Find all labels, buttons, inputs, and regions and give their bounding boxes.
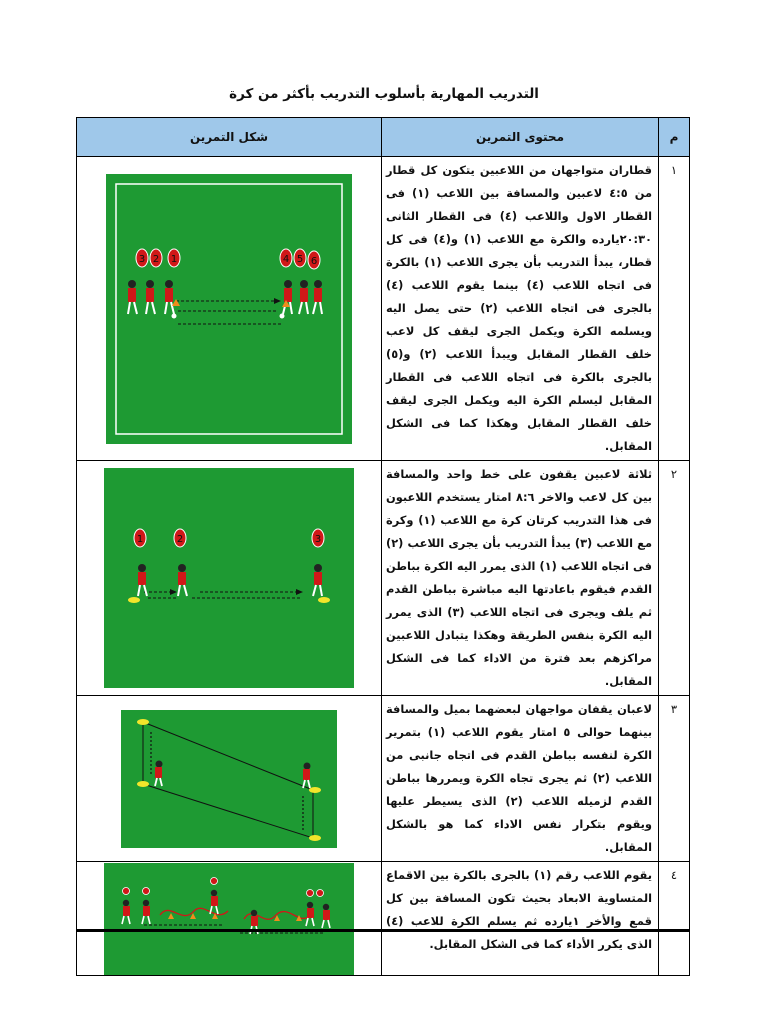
table-row (77, 696, 690, 862)
row-number: ٤ (659, 862, 690, 976)
field-diagram-1 (106, 174, 352, 444)
page-title: التدريب المهارية بأسلوب التدريب بأكثر من كرة (229, 86, 539, 102)
row-number: ٣ (659, 696, 690, 862)
player-number-badge (312, 529, 324, 547)
player-number-badge (308, 251, 320, 269)
marker-dot (307, 889, 314, 896)
header-figure: شكل التمرين (77, 118, 382, 157)
table-header-row (77, 118, 690, 157)
cone (318, 597, 330, 603)
player-number-badge (134, 529, 146, 547)
svg-text:6: 6 (310, 255, 318, 267)
drill-description: لاعبان يقفان مواجهان لبعضهما بميل والمسافة بينهما حوالى ٥ امتار يقوم اللاعب (١) بتمرير الكرة لنفسه بباطن القدم فى اتجاه جانبى من اللاعب (٢) ثم يجرى تجاه الكرة ويمررها بباطن القدم لزميله اللاعب (٢) الذى يسيطر عليها ويقوم بتكرار نفس الاداء كما هو بالشكل المقابل. (382, 696, 659, 862)
svg-text:3: 3 (138, 253, 146, 265)
svg-text:2: 2 (152, 253, 160, 265)
header-num: م (659, 118, 690, 157)
table-row (77, 157, 690, 461)
table-bottom-rule (76, 929, 689, 932)
field-diagram-2 (104, 468, 354, 688)
drill-description: يقوم اللاعب رقم (١) بالجرى بالكرة بين الاقماع المتساوية الابعاد بحيث تكون المسافة بين كل قمع والأخر ١يارده ثم يسلم الكرة للاعب (٤) الذى يكرر الأداء كما فى الشكل المقابل. (382, 862, 659, 976)
row-number: ١ (659, 157, 690, 461)
player-number-badge (136, 249, 148, 267)
cone (309, 835, 321, 841)
cone (137, 781, 149, 787)
svg-text:1: 1 (136, 534, 144, 545)
cone (128, 597, 140, 603)
drill-description: ثلاثة لاعبين يقفون على خط واحد والمسافة بين كل لاعب والاخر ٨:٦ امتار يستخدم اللاعبون فى هذا التدريب كرتان كرة مع اللاعب (١) وكرة مع اللاعب (٣) يبدأ التدريب بأن يجرى اللاعب (٢) فى اتجاه اللاعب (١) الذى يمرر اليه الكرة بباطن القدم فيقوم باعادتها اليه مباشرة بباطن القدم ثم يلف ويجرى فى اتجاه اللاعب (٣) الذى يمرر اليه الكرة بنفس الطريقة وهكذا يتبادل اللاعبين مراكزهم بعد فترة من الاداء كما فى الشكل المقابل. (382, 461, 659, 696)
marker-dot (143, 887, 150, 894)
svg-text:4: 4 (282, 253, 290, 265)
drill-figure (77, 461, 382, 696)
svg-text:1: 1 (170, 253, 178, 265)
cone (137, 719, 149, 725)
drill-figure (77, 862, 382, 976)
marker-dot (211, 877, 218, 884)
svg-text:3: 3 (314, 534, 322, 545)
field-diagram-4 (104, 863, 354, 975)
player-number-badge (294, 249, 306, 267)
row-number: ٢ (659, 461, 690, 696)
player-number-badge (174, 529, 186, 547)
table-row (77, 862, 690, 976)
drill-description: قطاران متواجهان من اللاعبين يتكون كل قطار من ٤:٥ لاعبين والمسافة بين اللاعب (١) فى القطار الاول واللاعب (٤) فى القطار الثانى ٢٠:٣٠يارده والكرة مع اللاعب (١) و(٤) فى كل قطار، يبدأ التدريب بأن يجرى اللاعب (١) بالكرة فى اتجاه اللاعب (٤) بينما يقوم اللاعب (٤) بالجرى فى اتجاه اللاعب (٢) حتى يصل اليه ويسلمه الكرة ويكمل الجرى ليقف كل لاعب خلف القطار المقابل ويبدأ اللاعب (٢) و(٥) بالجرى بالكرة فى اتجاه اللاعب فى القطار المقابل ليسلم الكرة اليه ويكمل الجرى ليقف خلف القطار المقابل وهكذا كما فى الشكل المقابل. (382, 157, 659, 461)
field-diagram-3 (121, 710, 337, 848)
cone (309, 787, 321, 793)
marker-dot (317, 889, 324, 896)
drill-figure (77, 696, 382, 862)
player-number-badge (168, 249, 180, 267)
player-number-badge (150, 249, 162, 267)
header-content: محتوى التمرين (382, 118, 659, 157)
table-row (77, 461, 690, 696)
svg-text:2: 2 (176, 534, 184, 545)
marker-dot (123, 887, 130, 894)
svg-text:5: 5 (296, 253, 304, 265)
drill-figure (77, 157, 382, 461)
field-background (104, 863, 354, 975)
drills-table (76, 117, 690, 976)
player-number-badge (280, 249, 292, 267)
